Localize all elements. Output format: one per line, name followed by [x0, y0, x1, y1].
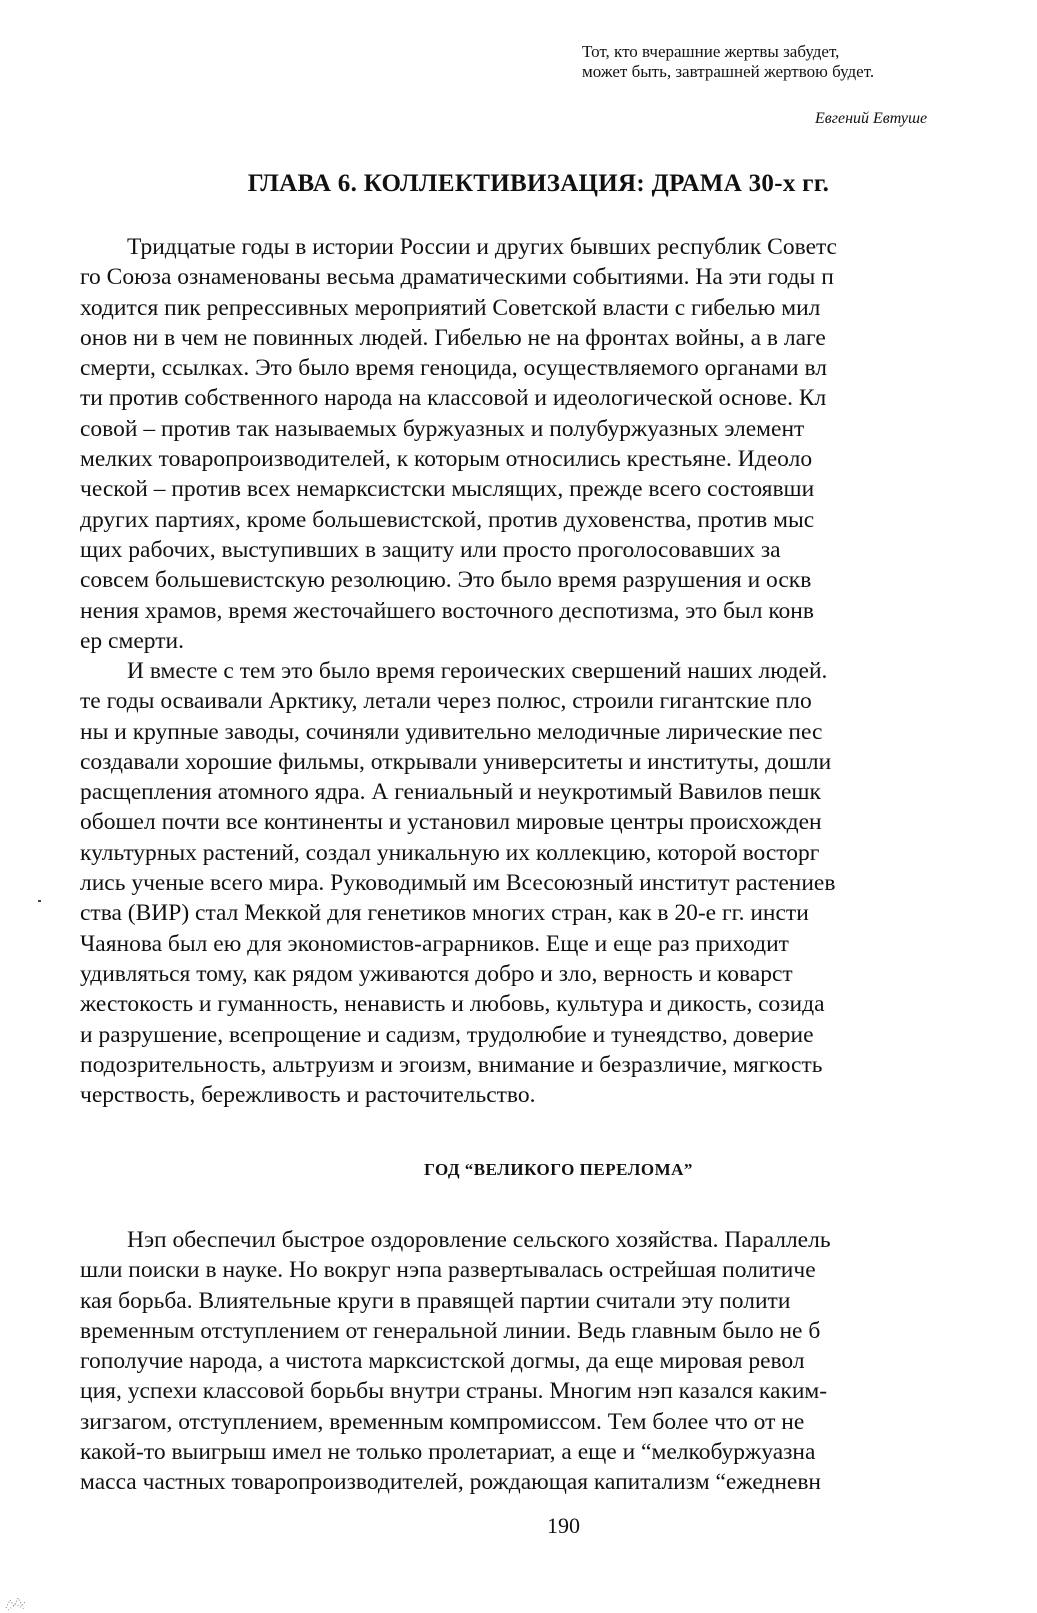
paragraph-2 [80, 656, 1037, 1110]
paragraph-3 [80, 1225, 1037, 1498]
text-line: Чаянова был ею для экономистов-аграрников. Еще и еще раз приходит [80, 930, 789, 957]
epigraph [582, 42, 1022, 82]
epigraph-line: может быть, завтрашней жертвою будет. [582, 62, 875, 81]
text-line: ческой – против всех немарксистски мыслящих, прежде всего состоявши [80, 476, 815, 503]
text-line: Нэп обеспечил быстрое оздоровление сельского хозяйства. Параллель [127, 1227, 831, 1253]
text-line: те годы осваивали Арктику, летали через полюс, строили гигантские пло [80, 688, 812, 715]
text-line: ер смерти. [80, 627, 184, 654]
text-line: культурных растений, создал уникальную их коллекцию, которой восторг [80, 839, 820, 866]
text-line: щих рабочих, выступивших в защиту или просто проголосовавших за [80, 536, 781, 563]
section-title: ГОД “ВЕЛИКОГО ПЕРЕЛОМА” [424, 1160, 693, 1179]
text-line: черствость, бережливость и расточительство. [80, 1082, 536, 1109]
page-number: 190 [547, 1513, 580, 1538]
scan-speck [38, 900, 41, 902]
text-line: удивляться тому, как рядом уживаются добро и зло, верность и коварст [80, 960, 793, 987]
text-line: смерти, ссылках. Это было время геноцида, осуществляемого органами вл [80, 355, 828, 382]
text-line: ция, успехи классовой борьбы внутри страны. Многим нэп казался каким- [80, 1378, 828, 1405]
text-line: масса частных товаропроизводителей, рождающая капитализм “ежедневн [80, 1469, 821, 1496]
chapter-title: ГЛАВА 6. КОЛЛЕКТИВИЗАЦИЯ: ДРАМА 30-х гг. [247, 170, 830, 197]
text-line: шли поиски в науке. Но вокруг нэпа развертывалась острейшая политиче [80, 1257, 816, 1284]
text-line: совой – против так называемых буржуазных и полубуржуазных элемент [80, 415, 805, 442]
text-line: И вместе с тем это было время героических свершений наших людей. [127, 658, 828, 684]
epigraph-line: Тот, кто вчерашние жертвы забудет, [582, 42, 840, 61]
text-line: Тридцатые годы в истории России и других бывших республик Советс [127, 234, 837, 260]
scan-artifact-icon [2, 1590, 38, 1612]
text-line: кая борьба. Влиятельные круги в правящей партии считали эту полити [80, 1287, 791, 1314]
text-line: ти против собственного народа на классовой и идеологической основе. Кл [80, 385, 827, 412]
paragraph-1 [80, 232, 1037, 656]
text-line: гополучие народа, а чистота марксистской догмы, да еще мировая револ [80, 1348, 805, 1375]
text-line: ства (ВИР) стал Меккой для генетиков многих стран, как в 20-е гг. инсти [80, 900, 809, 927]
text-line: расщепления атомного ядра. А гениальный и неукротимый Вавилов пешк [80, 779, 821, 806]
text-line: обошел почти все континенты и установил мировые центры происхожден [80, 809, 822, 836]
text-line: ходится пик репрессивных мероприятий Советской власти с гибелью мил [80, 294, 821, 321]
text-line: временным отступлением от генеральной линии. Ведь главным было не б [80, 1317, 821, 1344]
text-line: и разрушение, всепрощение и садизм, трудолюбие и тунеядство, доверие [80, 1021, 814, 1048]
text-line: совсем большевистскую резолюцию. Это было время разрушения и оскв [80, 567, 812, 594]
text-line: лись ученые всего мира. Руководимый им Всесоюзный институт растениев [80, 870, 836, 897]
epigraph-author: Евгений Евтуше [815, 110, 928, 127]
text-line: жестокость и гуманность, ненависть и любовь, культура и дикость, созида [80, 991, 825, 1018]
text-line: какой-то выигрыш имел не только пролетариат, а еще и “мелкобуржуазна [80, 1439, 816, 1466]
text-line: ны и крупные заводы, сочиняли удивительно мелодичные лирические пес [80, 718, 823, 745]
text-line: го Союза ознаменованы весьма драматическими событиями. На эти годы п [80, 264, 834, 291]
text-line: зигзагом, отступлением, временным компромиссом. Тем более что от не [80, 1408, 805, 1435]
text-line: других партиях, кроме большевистской, против духовенства, против мыс [80, 506, 815, 533]
text-line: нения храмов, время жесточайшего восточного деспотизма, это был конв [80, 597, 814, 624]
text-line: онов ни в чем не повинных людей. Гибелью не на фронтах войны, а в лаге [80, 324, 826, 351]
text-line: создавали хорошие фильмы, открывали университеты и институты, дошли [80, 748, 832, 775]
text-line: мелких товаропроизводителей, к которым относились крестьяне. Идеоло [80, 446, 813, 473]
text-line: подозрительность, альтруизм и эгоизм, внимание и безразличие, мягкость [80, 1051, 823, 1078]
